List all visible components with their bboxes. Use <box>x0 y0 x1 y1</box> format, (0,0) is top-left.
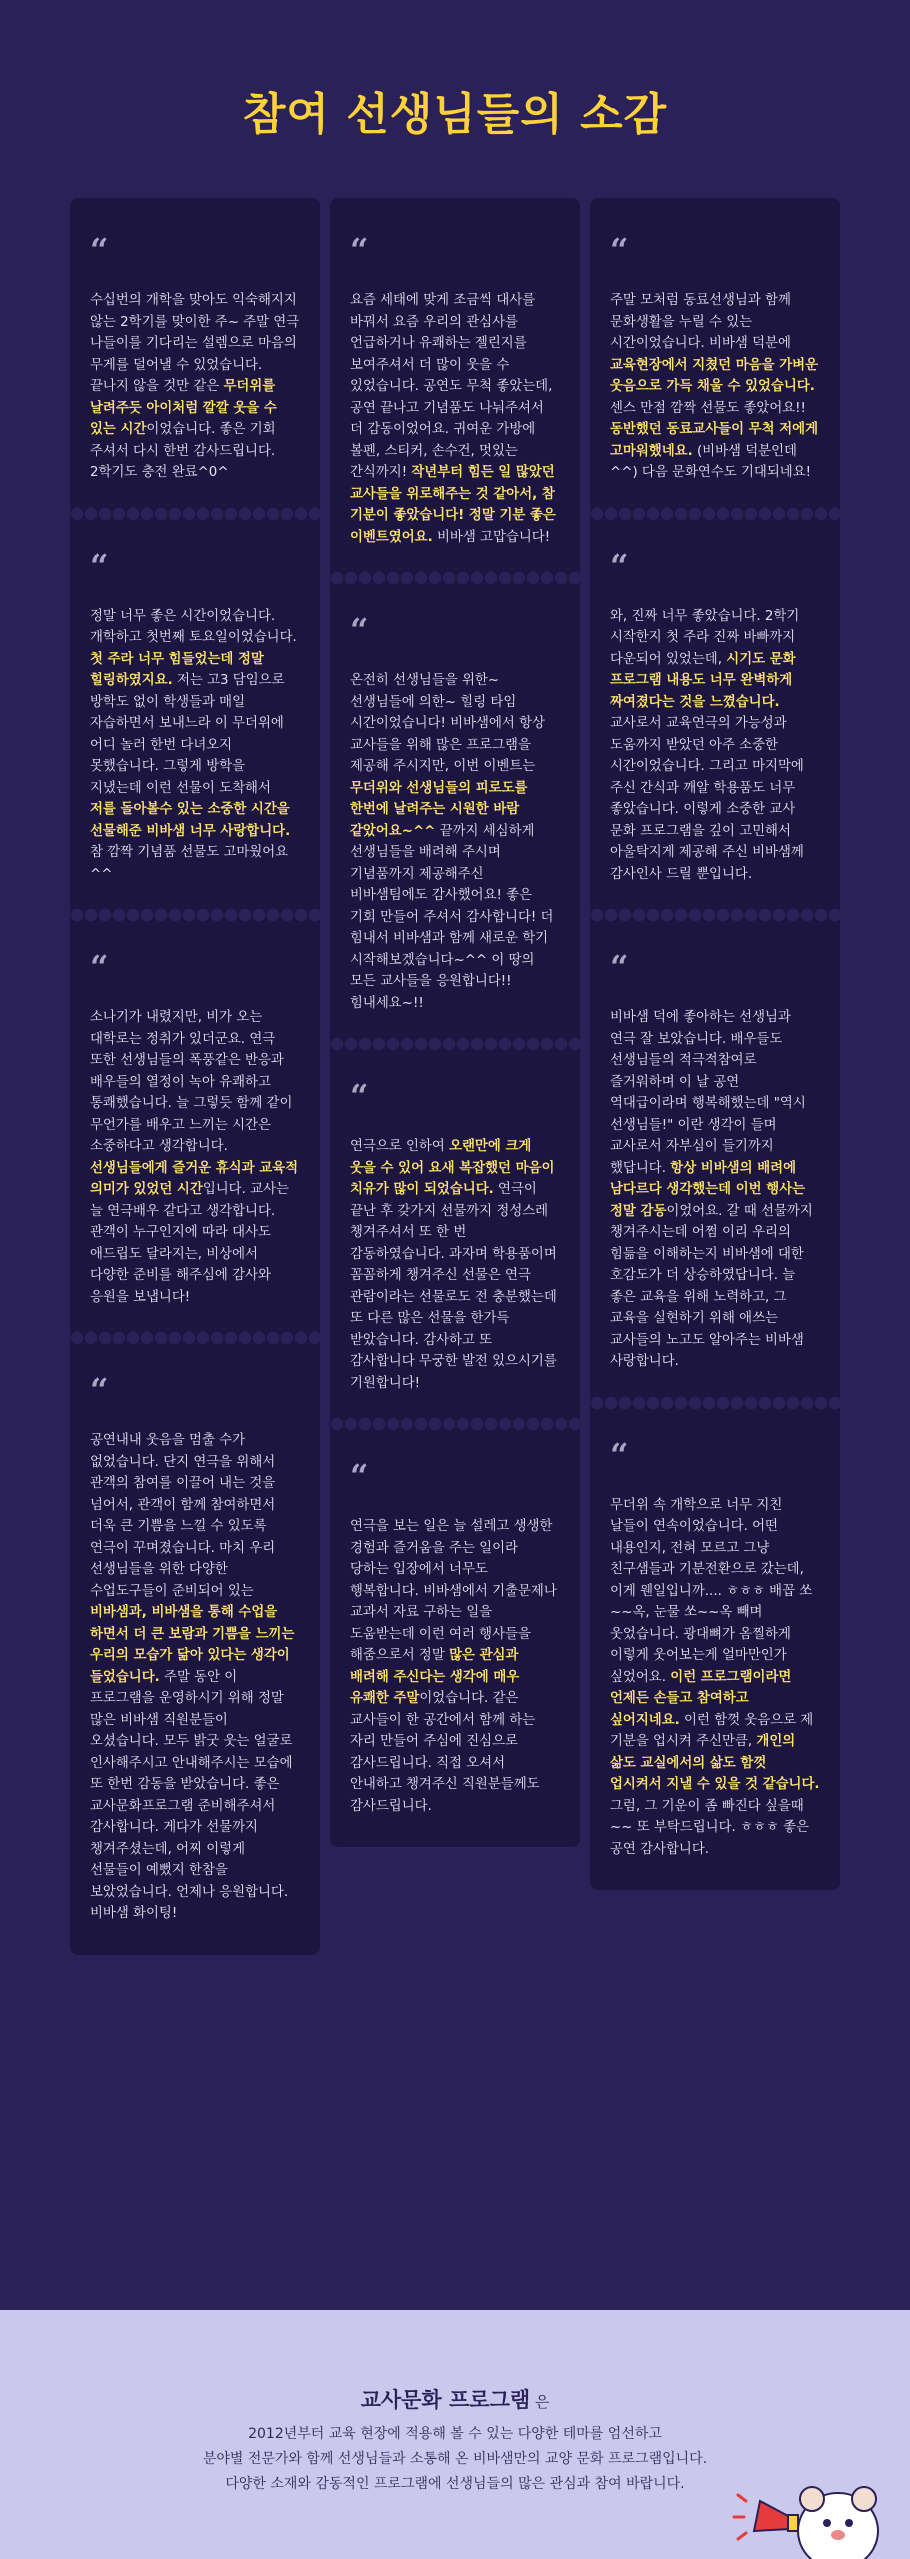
review-card <box>70 1338 320 1955</box>
quote-mark-icon: “ <box>90 948 109 986</box>
quote-mark-icon: “ <box>350 231 369 269</box>
footer-line-2: 분야별 전문가와 함께 선생님들과 소통해 온 비바샘만의 교양 문화 프로그램입니다. <box>202 2451 708 2467</box>
review-text <box>90 1007 300 1308</box>
review-segment: 소나기가 내렸지만, 비가 오는 대학로는 정취가 있더군요. 연극 또한 선생님들의 폭풍같은 반응과 배우들의 열정이 녹아 유쾌하고 통쾌했습니다. 늘 그렇듯 함께 같이 무언가를 배우고 느끼는 시간은 소중하다고 생각합니다. <box>90 1010 293 1154</box>
review-card <box>330 1424 580 1847</box>
review-text <box>610 606 820 886</box>
review-highlight: 항상 비바샘의 배려에 남다르다 생각했는데 이번 행사는 정말 감동 <box>610 1160 806 1219</box>
quote-mark-icon: “ <box>350 1457 369 1495</box>
review-segment: 연극이 끝난 후 갖가지 선물까지 정성스레 챙겨주셔서 또 한 번 감동하였습니다. 과자며 학용품이며 꼼꼼하게 챙겨주신 선물은 연극 관람이라는 선물로도 전 충분했는데 또 다른 많은 선물을 한가득 받았습니다. 감사하고 또 감사합니다 무궁한 발전 있으시기를 기원합니다! <box>350 1182 557 1391</box>
review-segment: 이런 함껏 웃음으로 제 기분을 업시켜 주신만큼, <box>610 1712 814 1749</box>
review-segment: 온전히 선생님들을 위한~ 선생님들에 의한~ 힐링 타임 시간이었습니다! 비바샘에서 항상 교사들을 위해 많은 프로그램을 제공해 주시지만, 이번 이벤트는 <box>350 673 545 774</box>
footer-program-name: 교사문화 프로그램 <box>360 2388 531 2412</box>
review-column-3 <box>590 198 840 1890</box>
review-segment: 공연내내 웃음을 멈출 수가 없었습니다. 단지 연극을 위해서 관객의 참여를 이끌어 내는 것을 넘어서, 관객이 함께 참여하면서 더욱 큰 기쁨을 느낄 수 있도록 연극이 꾸며졌습니다. 마치 우리 선생님들을 위한 다양한 수업도구들이 준비되어 있는 <box>90 1433 276 1599</box>
review-card <box>590 915 840 1403</box>
review-text <box>350 670 560 1014</box>
review-segment: 교사로서 교육연극의 가능성과 도움까지 받았던 아주 소중한 시간이었습니다. 그리고 마지막에 주신 간식과 깨알 학용품도 너무 좋았습니다. 이렇게 소중한 교사 문화 프로그램을 깊이 고민해서 아울탁지게 제공해 주신 비바샘께 감사인사 드릴 뿐입니다. <box>610 716 804 882</box>
review-text <box>90 290 300 484</box>
review-highlight: 비바샘과, 비바샘을 통해 수업을 하면서 더 큰 보람과 기쁨을 느끼는 우리의 모습가 닮아 있다는 생각이 들었습니다. <box>90 1605 295 1685</box>
footer-title-suffix: 은 <box>530 2393 550 2411</box>
quote-mark-icon: “ <box>350 1077 369 1115</box>
review-highlight: 첫 주라 너무 힘들었는데 정말 힐링하였지요. <box>90 651 264 688</box>
mascot-megaphone-icon <box>730 2439 890 2559</box>
review-highlight: 많은 관심과 배려해 주신다는 생각에 매우 유쾌한 주말 <box>350 1648 520 1706</box>
review-card <box>70 915 320 1338</box>
review-segment: 비바샘 고맙습니다! <box>432 529 551 545</box>
review-text <box>350 290 560 548</box>
review-segment: 와, 진짜 너무 좋았습니다. 2학기 시작한지 첫 주라 진짜 바빠까지 다운되어 있었는데, <box>610 608 800 667</box>
quote-mark-icon: “ <box>90 546 109 585</box>
review-segment: (비바샘 덕분인데^^) 다음 문화연수도 기대되네요! <box>610 443 812 480</box>
review-text <box>350 1136 560 1394</box>
review-text <box>90 1430 300 1925</box>
footer-line-3: 다양한 소재와 감동적인 프로그램에 선생님들의 많은 관심과 참여 바랍니다. <box>225 2476 685 2492</box>
review-highlight: 교육현장에서 지쳤던 마음을 가벼운 웃음으로 가득 채울 수 있었습니다. <box>610 357 819 394</box>
review-segment: 이었어요. 갈 때 선물까지 챙겨주시는데 어쩜 이리 우리의 힘듦을 이해하는지 비바샘에 대한 호감도가 더 상승하였답니다. 늘 좋은 교육을 위해 노력하고, 그 교육을 실현하기 위해 애쓰는 교사들의 노고도 알아주는 비바샘 사랑합니다. <box>610 1203 813 1369</box>
review-segment: 이었습니다. 같은 교사들이 한 공간에서 함께 하는 자리 만들어 주심에 진심으로 감사드립니다. 직접 오셔서 안내하고 챙겨주신 직원분들께도 감사드립니다. <box>350 1691 540 1814</box>
page-title: 참여 선생님들의 소감 <box>242 89 668 140</box>
review-segment: 센스 만점 깜짝 선물도 좋았어요!! <box>610 400 806 416</box>
review-text <box>610 1007 820 1373</box>
quote-mark-icon: “ <box>610 1435 629 1474</box>
review-segment: 수십번의 개학을 맞아도 익숙해지지 않는 2학기를 맞이한 주~ 주말 연극 나들이를 기다리는 설렘으로 마음의 무게를 덜어낼 수 있었습니다. 끝나지 않을 것만 같은 <box>90 293 300 394</box>
review-card <box>590 1403 840 1891</box>
review-text <box>610 1495 820 1861</box>
review-segment: 연극으로 인하여 <box>350 1139 450 1154</box>
review-segment: 주말 동안 이 프로그램을 운영하시기 위해 정말 많은 비바샘 직원분들이 오셨습니다. 모두 밝굿 웃는 얼굴로 인사해주시고 안내해주시는 모습에 또 한번 감동을 받았습니다. 좋은 교사문화프로그램 준비해주셔서 감사합니다. 게다가 선물까지 챙겨주셨는데, 어찌 이렇게 선물들이 예뻤지 한참을 보았었습니다. 언제나 응원합니다. 비바샘 화이팅! <box>90 1669 293 1921</box>
review-card <box>590 514 840 916</box>
footer-title <box>0 2384 910 2414</box>
quote-mark-icon: “ <box>90 231 109 269</box>
review-highlight: 저를 돌아볼수 있는 소중한 시간을 선물해준 비바샘 너무 사랑합니다. <box>90 802 291 839</box>
review-highlight: 개인의 삶도 교실에서의 삶도 함껏 업시켜서 지낼 수 있을 것 같습니다. <box>610 1734 820 1792</box>
quote-mark-icon: “ <box>610 231 629 269</box>
review-segment: 요즘 세태에 맞게 조금씩 대사를 바꿔서 요즘 우리의 관심사를 언급하거나 유쾌하는 젤린지를 보여주셔서 더 많이 웃을 수 있었습니다. 공연도 무척 좋았는데, 공연 끝나고 기념품도 나눠주셔서 더 감동이었어요. 귀여운 가방에 볼펜, 스티커, 손수건, 멋있는 간식까지! <box>350 293 553 480</box>
review-highlight: 이런 프로그램이라면 언제든 손들고 참여하고 싶어지네요. <box>610 1669 792 1728</box>
review-segment: 정말 너무 좋은 시간이었습니다. 개학하고 첫번째 토요일이었습니다. <box>90 608 297 645</box>
review-card <box>70 198 320 514</box>
review-column-2 <box>330 198 580 1847</box>
review-highlight: 오랜만에 크게 웃을 수 있어 요새 복잡했던 마음이 치유가 많이 되었습니다. <box>350 1139 555 1197</box>
review-segment: 끝까지 세심하게 선생님들을 배려해 주시며 기념품까지 제공해주신 비바샘팀에도 감사했어요! 좋은 기회 만들어 주셔서 감사합니다! 더 힘내서 비바샘과 함께 새로운 학기 시작해보겠습니다~^^ 이 땅의 모든 교사들을 응원합니다!! 힘내세요~!! <box>350 823 554 1011</box>
review-card <box>590 198 840 514</box>
review-segment: 주말 모처럼 동료선생님과 함께 문화생활을 누릴 수 있는 시간이었습니다. 비바샘 덕분에 <box>610 293 791 351</box>
review-highlight: 무더위를 날려주듯 아이처럼 깔깔 웃을 수 있는 시간 <box>90 379 277 437</box>
review-text <box>610 290 820 484</box>
review-segment: 무더위 속 개학으로 너무 지친 날들이 연속이었습니다. 어떤 내용인지, 전혀 모르고 그냥 친구샘들과 기분전환으로 갔는데, 이게 웬일입니까.... ㅎㅎㅎ 배꼽 쏘~~옥, 눈물 쏘~~옥 빼며 웃었습니다. 광대뼈가 옴찔하게 이렇게 웃어보는게 얼마만인가 싶었어요. <box>610 1497 813 1685</box>
review-segment: 비바샘 덕에 좋아하는 선생님과 연극 잘 보았습니다. 배우들도 선생님들의 적극적참여로 즐거워하며 이 날 공연 역대급이라며 행복해했는데 "역시 선생님들!" 이란 생각이 들며 교사로서 자부심이 들기까지 했답니다. <box>610 1010 806 1176</box>
review-card <box>330 1044 580 1424</box>
review-segment: 저는 고3 담임으로 방학도 없이 학생들과 매일 자습하면서 보내느라 이 무더위에 어디 놀러 한번 다녀오지 못했습니다. 그렇게 방학을 지냈는데 이런 선물이 도착해서 <box>90 673 285 796</box>
quote-mark-icon: “ <box>90 1371 109 1409</box>
quote-mark-icon: “ <box>350 611 369 649</box>
review-segment: 참 깜짝 기념품 선물도 고마웠어요^^ <box>90 845 289 882</box>
review-highlight: 시기도 문화 프로그램 내용도 너무 완벽하게 짜여졌다는 것을 느꼈습니다. <box>610 651 796 710</box>
review-segment: 이었습니다. 좋은 기회 주셔서 다시 한번 감사드립니다. 2학기도 충전 완료^0^ <box>90 422 276 480</box>
review-highlight: 동반했던 동료교사들이 무척 저에게 고마워했네요. <box>610 422 819 459</box>
review-highlight: 작년부터 힘든 일 많았던 교사들을 위로해주는 것 같아서, 참 기분이 좋았습니다! 정말 기분 좋은 이벤트였어요. <box>350 465 556 545</box>
review-text <box>350 1516 560 1817</box>
review-column-1 <box>70 198 320 1955</box>
review-card <box>330 578 580 1044</box>
program-info-footer <box>0 2310 910 2559</box>
review-card <box>70 514 320 916</box>
review-text <box>90 606 300 886</box>
quote-mark-icon: “ <box>610 546 629 585</box>
review-highlight: 선생님들에게 즐거운 휴식과 교육적 의미가 있었던 시간 <box>90 1160 299 1197</box>
review-highlight: 무더위와 선생님들의 피로도를 한번에 날려주는 시원한 바람 같았어요~^^ <box>350 780 528 839</box>
footer-line-1: 2012년부터 교육 현장에 적용해 볼 수 있는 다양한 테마를 엄선하고 <box>248 2426 662 2442</box>
review-card <box>330 198 580 578</box>
review-segment: 그럼, 그 기운이 좀 빠진다 싶을때~~ 또 부탁드립니다. ㅎㅎㅎ 좋은 공연 감사합니다. <box>610 1798 809 1857</box>
review-segment: 연극을 보는 일은 늘 설레고 생생한 경험과 즐거움을 주는 일이라 당하는 입장에서 너무도 행복합니다. 비바샘에서 기출문제나 교과서 자료 구하는 일을 도움받는데 이런 여러 행사들을 해줌으로서 정말 <box>350 1519 557 1663</box>
review-segment: 입니다. 교사는 늘 연극배우 같다고 생각합니다. 관객이 누구인지에 따라 대사도 애드립도 달라지는, 비상에서 다양한 준비를 해주심에 감사와 응원을 보냅니다! <box>90 1182 289 1305</box>
quote-mark-icon: “ <box>610 948 629 986</box>
